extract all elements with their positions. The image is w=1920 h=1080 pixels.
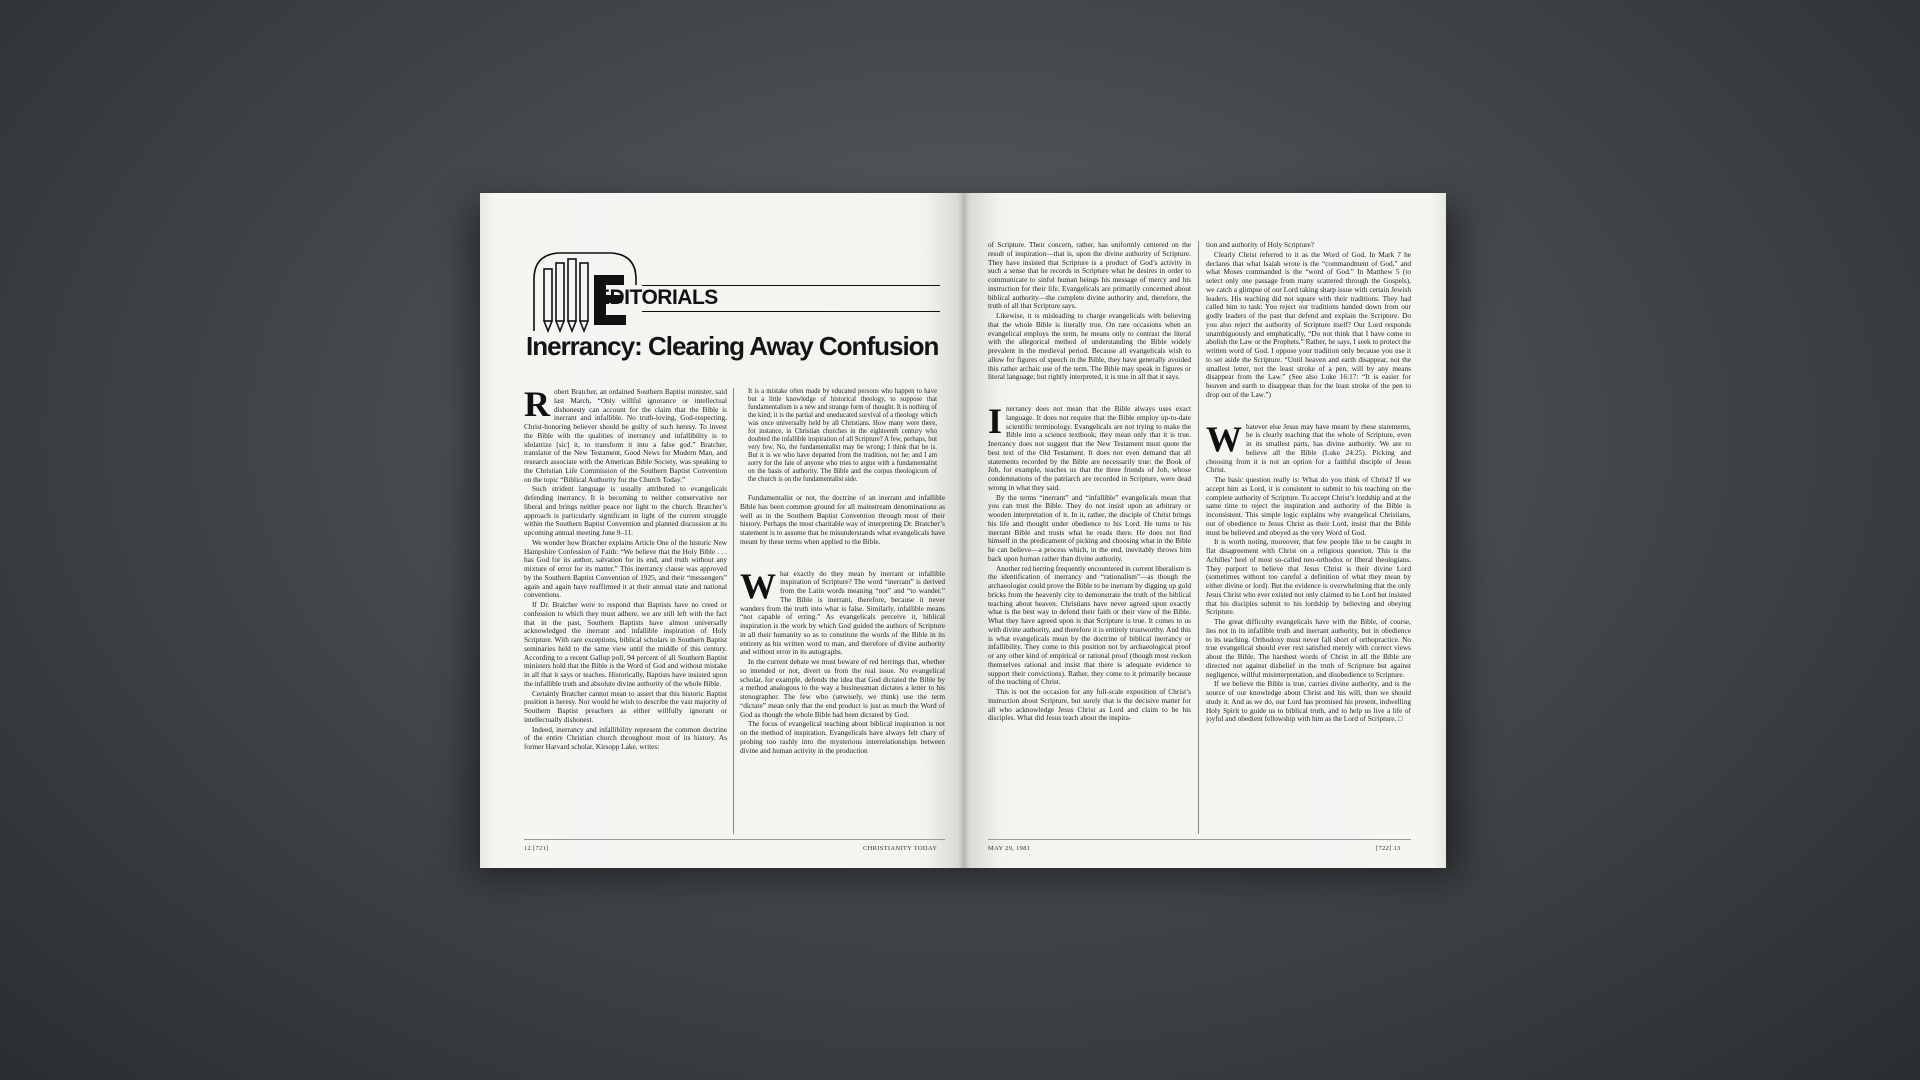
column-rule [733,388,734,834]
paragraph: Whatever else Jesus may have meant by these statements, he is clearly teaching that the whole of Scripture, even in its smallest parts, has divine authority. We are to believe all the Bible (Luke 24:25). Picking and choosing from it is not an option for a faithful disciple of Jesus Christ. [1206,418,1411,475]
page-number: [722] 13 [1376,845,1401,852]
right-column-1 [988,241,1191,834]
right-column-2 [1206,241,1411,834]
issue-date: MAY 29, 1981 [988,845,1031,852]
right-page [963,193,1446,868]
paragraph: It is worth noting, moreover, that few people like to be caught in flat disagreement with Christ on a religious question. This is the Achilles’ heel of most so-called neo-orthodox or liberal theologians. They purport to believe that Jesus Christ is their divine Lord (sometimes without too careful a definition of what they mean by either divine or lord). But the evidence is overwhelming that the only Jesus Christ who ever existed not only claimed to be Lord but insisted that his disciples submit to his lordship by believing and obeying Scripture. [1206,537,1411,617]
paragraph: tion and authority of Holy Scripture? [1206,241,1315,249]
paragraph: of Scripture. Their concern, rather, has uniformly centered on the result of inspiration—that is, upon the divine authority of Scripture. They have insisted that Scripture is a product of God’s activity in such a sense that he records in Scripture what he desires in order to communicate to sinful human beings his message of mercy and his instruction for their life. Evangelicals are primarily concerned about biblical authority—the complete divine authority and, therefore, the truth of all that Scripture says. [988,241,1191,311]
paragraph: If we believe the Bible is true, carries divine authority, and is the source of our knowledge about Christ and his will, then we should study it. And as we do, our Lord has promised his present, indwelling Holy Spirit to guide us to biblical truth, and to help us live a life of joyful and obedient fellowship with him as the Lord of Scripture. □ [1206,679,1411,724]
page-number: 12 [721] [524,845,549,852]
paragraph: Fundamentalist or not, the doctrine of an inerrant and infallible Bible has been common ground for all mainstream denominations as well as in the Southern Baptist Convention through most of their history. Perhaps the most charitable way of interpreting Dr. Bratcher’s statement is to assume that he misunderstands what evangelicals have meant by these terms when applied to the Bible. [740,493,945,546]
left-column-2 [740,388,945,834]
paragraph: The focus of evangelical teaching about biblical inspiration is not on the method of inspiration. Evangelicals have always felt chary of probing too rashly into the mysterious interrelationships between divine and human activity in the production [740,719,945,755]
paragraph: Robert Bratcher, an ordained Southern Baptist minister, said last March, “Only willful ignorance or intellectual dishonesty can account for the claim that the Bible is inerrant and infallible. No truth-loving, God-respecting, Christ-honoring believer should be guilty of such heresy. To invest the Bible with the qualities of inerrancy and infallibility is to idolatrize [sic] it, to transform it into a false god.” Bratcher, translator of the New Testament, Good News for Modern Man, and research associate with the American Bible Society, was speaking to the Christian Life Commission of the Southern Baptist Convention on the topic “Biblical Authority for the Church Today.” [524,388,727,484]
column-rule [1198,241,1199,834]
footer-rule [524,839,945,840]
left-page [480,193,963,868]
section-title: EDITORIALS [596,286,718,309]
paragraph: The great difficulty evangelicals have with the Bible, of course, lies not in its infallible truth and inerrant authority, but in obedience to its teaching. Orthodoxy must never fall short of orthopractice. No true evangelical should ever rest satisfied merely with correct views about the Bible. The harshest words of Christ in all the Bible are directed not against disbelief in the truth of Scripture but against negligence, willful misinterpretation, and disobedience to Scripture. [1206,617,1411,679]
masthead-rule-bottom [642,311,940,312]
footer-rule [988,839,1411,840]
paragraph: Inerrancy does not mean that the Bible always uses exact language. It does not require that the Bible employ up-to-date scientific terminology. Evangelicals are not trying to make the Bible into a science textbook; they mean only that it is true. Inerrancy does not suggest that the New Testament must quote the best text of the Old Testament. It does not even demand that all statements recorded by the Bible are necessarily true: the Book of Job, for example, teaches us that the three friends of Job, whose condemnations of the patriarch are recorded in Scripture, were dead wrong in what they said. [988,401,1191,492]
drop-cap: W [1206,418,1242,459]
paragraph: If Dr. Bratcher were to respond that Baptists have no creed or confession to which they must adhere, we are still left with the fact that in the past, Southern Baptists have almost universally acknowledged the inerrant and infallible inspiration of Holy Scripture. With rare exceptions, biblical scholars in Southern Baptist seminaries held to the same view until the middle of this century. According to a recent Gallup poll, 94 percent of all Southern Baptist ministers hold that the Bible is the Word of God and without mistake in all that it says or teaches. Historically, Baptists have insisted upon the infallible truth and absolute divine authority of the whole Bible. [524,600,727,688]
paragraph: This is not the occasion for any full-scale exposition of Christ’s instruction about Scripture, but surely that is the decisive matter for all who acknowledge Jesus Christ as Lord and claim to be his disciples. What did Jesus teach about the inspira- [988,687,1191,723]
masthead-rule-top [642,285,940,286]
paragraph: Another red herring frequently encountered in current liberalism is the identification of inerrancy and “rationalism”—as though the archaeologist could prove the Bible to be inerrant by digging up gold bricks from the heavenly city to demonstrate the truth of the biblical teaching about heaven. Christians have never agreed upon exactly what is the best way to defend their faith or their view of the Bible. What they have agreed upon is that Scripture is true. It comes to us with divine authority, and therefore it is entirely trustworthy. And this is what evangelicals mean by the doctrine of biblical inerrancy or infallibility. They come to this position not by archaeological proof or any other kind of empirical or rational proof (though most reckon themselves rational and insist that there is adequate evidence to support their convictions). Rather, they come to it primarily because of the teaching of Christ. [988,563,1191,687]
paragraph: We wonder how Bratcher explains Article One of the historic New Hampshire Confession of Faith: “We believe that the Holy Bible . . . has God for its author, salvation for its end, and truth without any mixture of error for its matter.” This inerrancy clause was approved by the Southern Baptist Convention of 1925, and their “messengers” again and again have reaffirmed it at their annual state and national conventions. [524,537,727,600]
paragraph: Indeed, inerrancy and infallibility represent the common doctrine of the entire Christian church throughout most of its history. As former Harvard scholar, Kirsopp Lake, writes: [524,724,727,751]
article-headline: Inerrancy: Clearing Away Confusion [526,331,939,361]
paragraph: What exactly do they mean by inerrant or infallible inspiration of Scripture? The word “inerrant” is derived from the Latin words meaning “not” and “to wander.” The Bible is inerrant, therefore, because it never wanders from the truth into what is false. Similarly, infallible means “not capable of erring.” As evangelicals perceive it, biblical inspiration is the work by which God guided the authors of Scripture in all their humanity so as to constitute the words of the Bible in its entirety as his written word to man, and therefore of divine authority and without error in its autographs. [740,565,945,657]
paragraph: Certainly Bratcher cannot mean to assert that this historic Baptist position is heresy. Nor would he wish to describe the vast majority of Southern Baptist preachers as either willfully ignorant or intellectually dishonest. [524,688,727,724]
paragraph: The basic question really is: What do you think of Christ? If we accept him as Lord, it is consistent to submit to his teaching on the complete authority of Scripture. To accept Christ’s lordship and at the same time to reject the inspiration and authority of the Bible is inconsistent. This simple logic explains why evangelical Christians, out of obedience to Jesus Christ as their Lord, insist that the Bible must be believed and obeyed as the very Word of God. [1206,475,1411,537]
left-column-1 [524,388,727,834]
paragraph: In the current debate we must beware of red herrings that, whether so intended or not, divert us from the real issue. No evangelical scholar, for example, defends the idea that God dictated the Bible by a method analogous to the way a businessman dictates a letter to his stenographer. The few who (unwisely, we think) use the term “dictate” mean only that the end product is just as much the Word of God as though the whole Bible had been dictated by God. [740,657,945,719]
paragraph: Clearly Christ referred to it as the Word of God. In Mark 7 he declares that what Isaiah wrote is the “commandment of God,” and what Moses commanded is the “word of God.” In Matthew 5 (to select only one passage from many scattered through the Gospels), we catch a glimpse of our Lord taking sharp issue with certain Jewish leaders. His teaching did not square with their traditions. They had called him to task: You reject our traditions handed down from our godly leaders of the past that defend and explain the Scripture. Do you also reject the authority of Scripture itself? Our Lord responds unambiguously and emphatically, “Do not think that I have come to abolish the Law or the Prophets.” Rather, he says, I seek to protect the written word of God. I oppose your tradition only because you use it to set aside the Scripture. “Until heaven and earth disappear, not the smallest letter, not the least stroke of a pen, will by any means disappear from the Law.” (See also Luke 16:17: “It is easier for heaven and earth to disappear than for the least stroke of the pen to drop out of the Law.”) [1206,249,1411,399]
publication-name: CHRISTIANITY TODAY [863,845,938,852]
paragraph: Likewise, it is misleading to charge evangelicals with believing that the whole Bible is literally true. On rare occasions when an evangelical employs the term, he means only to contrast the literal with the allegorical method of understanding the Bible widely prevalent in the medieval period. Because all evangelicals wish to allow for figures of speech in the Bible, they have generally avoided this rather archaic use of the term. The Bible may speak in figures or literal language; but rightly interpreted, it is true in all that it says. [988,311,1191,382]
paragraph: By the terms “inerrant” and “infallible” evangelicals mean that you can trust the Bible. They do not insist upon an arbitrary or wooden interpretation of it. In it, rather, the disciple of Christ brings his life and thought under obedience to his Lord. He turns to his inerrant Bible and trusts what he reads there. He does not find himself in the predicament of picking and choosing what in the Bible he can believe—a process which, in the end, inevitably throws him back upon human rather than divine authority. [988,492,1191,563]
drop-cap: I [988,401,1003,441]
block-quote: It is a mistake often made by educated persons who happen to have but a little knowledge of historical theology, to suppose that fundamentalism is a new and strange form of thought. It is nothing of the kind; it is the partial and uneducated survival of a theology which was once universally held by all Christians. How many were there, for instance, in Christian churches in the eighteenth century who doubted the infallible inspiration of all Scripture? A few, perhaps, but very few. No, the fundamentalist may be wrong; I think that he is. But it is we who have departed from the tradition, not he; and I am sorry for the fate of anyone who tries to argue with a fundamentalist on the basis of authority. The Bible and the corpus theologicum of the church is on the fundamentalist side. [748,388,937,483]
drop-cap: R [524,388,550,424]
paragraph: Such strident language is usually attributed to evangelicals defending inerrancy. It is becoming to neither conservative nor liberal and brings neither peace nor light to the church. Bratcher’s approach is particularly significant in light of the current struggle within the Southern Baptist Convention and planned discussion at its upcoming annual meeting June 9–11. [524,484,727,537]
editorials-masthead [530,245,940,335]
drop-cap: W [740,565,776,606]
magazine-spread [480,193,1446,868]
